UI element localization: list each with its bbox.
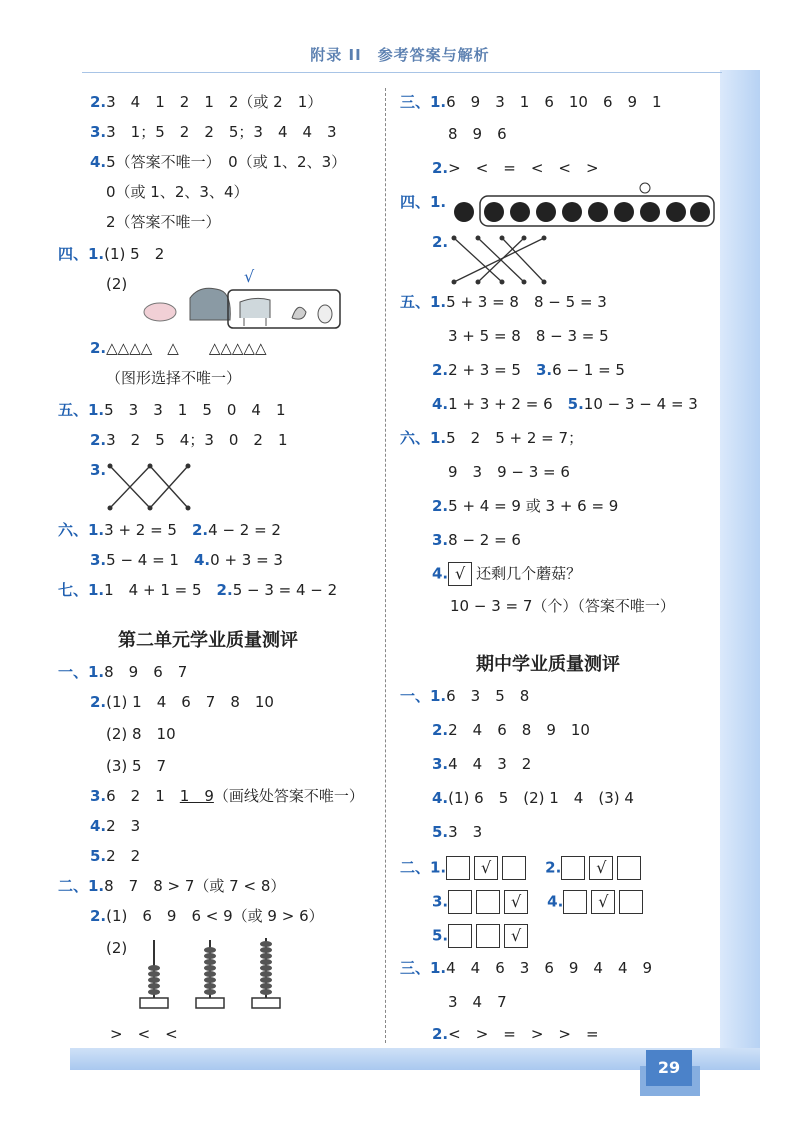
question-number: 2.	[432, 721, 449, 739]
answer-text: (3) 5 7	[106, 757, 167, 775]
check-box: √	[504, 890, 528, 914]
question-number: 3.	[536, 361, 553, 379]
answer-text: 还剩几个蘑菇？	[476, 564, 582, 583]
answer-text: 6 2 1	[106, 787, 165, 805]
answer-line	[432, 822, 482, 842]
answer-line	[90, 906, 324, 926]
empty-box	[561, 856, 585, 880]
question-number: 2.	[90, 693, 107, 711]
answer-text: 0 + 3 = 3	[210, 551, 283, 569]
question-number: 2.	[432, 159, 449, 177]
empty-box	[563, 890, 587, 914]
check-box: √	[504, 924, 528, 948]
page-header: 附录 II 参考答案与解析	[310, 46, 490, 64]
answer-note: （画线处答案不唯一）	[213, 787, 364, 805]
question-number: 2.	[432, 361, 449, 379]
answer-text: 5 3 3 1 5 0 4 1	[104, 401, 286, 419]
answer-text: 0（或 1、2、3、4）	[106, 183, 249, 201]
check-box: √	[474, 856, 498, 880]
answer-text: (1) 5 2	[104, 245, 165, 263]
answer-text: 6 9 3 1 6 10 6 9 1	[446, 93, 662, 111]
panda-icon	[562, 202, 582, 222]
unit2-title: 第二单元学业质量测评	[118, 630, 298, 651]
answer-text: (1) 6 9 6 < 9（或 9 > 6）	[106, 907, 324, 925]
answer-line	[58, 400, 286, 420]
answer-line	[58, 580, 337, 600]
answer-line	[58, 662, 187, 682]
question-number: 五、1.	[400, 293, 447, 311]
answer-text: 8 9 6	[448, 125, 507, 143]
answer-text: 3 + 5 = 8 8 − 3 = 5	[448, 327, 609, 345]
abacus-1	[140, 940, 168, 1008]
answer-line	[432, 360, 625, 380]
answer-line	[110, 1024, 178, 1044]
question-number: 四、1.	[400, 193, 447, 211]
answer-line	[106, 368, 241, 388]
answer-text: 3 + 2 = 5	[104, 521, 177, 539]
answer-text: 8 7 8 > 7（或 7 < 8）	[104, 877, 286, 895]
answer-line	[90, 152, 346, 172]
answer-text: 5 − 4 = 1	[106, 551, 179, 569]
answer-line	[400, 192, 446, 212]
answer-line	[400, 428, 583, 448]
empty-box	[476, 924, 500, 948]
question-number: 七、1.	[58, 581, 105, 599]
answer-line	[450, 596, 675, 616]
question-number: 五、1.	[58, 401, 105, 419]
answer-text: 3 2 5 4；3 0 2 1	[106, 431, 288, 449]
question-number: 二、1.	[58, 877, 105, 895]
question-number: 4.	[90, 153, 107, 171]
question-number: 4.	[194, 551, 211, 569]
answer-text: > < <	[110, 1025, 178, 1043]
answer-line	[58, 244, 164, 264]
answer-line	[106, 274, 127, 294]
answer-line	[400, 686, 529, 706]
question-number: 3.	[90, 787, 107, 805]
check-box: √	[591, 890, 615, 914]
answer-text: 5 + 3 = 8 8 − 5 = 3	[446, 293, 607, 311]
question-number: 3.	[90, 123, 107, 141]
answer-line	[432, 1024, 599, 1044]
abacus-2	[196, 940, 224, 1008]
answer-text: 5 + 4 = 9 或 3 + 6 = 9	[448, 497, 619, 515]
empty-box	[617, 856, 641, 880]
answer-text: > < = < < >	[448, 159, 599, 177]
elephant-icon	[190, 288, 230, 320]
answer-line	[432, 158, 599, 178]
rabbit-icon	[318, 305, 332, 323]
question-number: 5.	[432, 823, 449, 841]
question-number: 一、1.	[58, 663, 105, 681]
answer-line	[106, 182, 249, 202]
answer-text: （图形选择不唯一）	[106, 369, 242, 387]
answer-text: △△△△ △ △△△△△	[106, 339, 267, 357]
cow-icon	[240, 298, 270, 326]
circle-mark	[640, 183, 650, 193]
answer-line	[106, 212, 221, 232]
question-number: 4.	[432, 395, 449, 413]
panda-icon	[484, 202, 504, 222]
question-number: 5.	[90, 847, 107, 865]
page-number: 29	[646, 1050, 692, 1086]
empty-box	[619, 890, 643, 914]
question-number: 3.	[432, 531, 449, 549]
question-number: 2.	[545, 858, 562, 877]
answer-text: 1 + 3 + 2 = 6	[448, 395, 553, 413]
answer-line	[90, 430, 288, 450]
answer-text: (2) 8 10	[106, 725, 176, 743]
question-number: 2.	[216, 581, 233, 599]
answer-line	[432, 890, 647, 914]
answer-text: 4 4 6 3 6 9 4 4 9	[446, 959, 653, 977]
question-number: 2.	[432, 497, 449, 515]
answer-line	[448, 326, 609, 346]
header-rule	[82, 72, 722, 73]
answer-line	[90, 692, 274, 712]
question-number: 5.	[567, 395, 584, 413]
question-number: 4.	[432, 564, 449, 583]
panda-icon	[454, 202, 474, 222]
answer-text: 3 4 7	[448, 993, 507, 1011]
question-number: 4.	[90, 817, 107, 835]
answer-line	[58, 876, 285, 896]
question-number: 六、1.	[400, 429, 447, 447]
answer-text: 3 3	[448, 823, 483, 841]
check-mark: √	[244, 268, 255, 286]
answer-line	[90, 92, 322, 112]
answer-text: (2)	[106, 939, 128, 957]
answer-line	[432, 720, 590, 740]
question-number: 2.	[432, 1025, 449, 1043]
question-number: 3.	[432, 892, 449, 911]
panda-icon	[510, 202, 530, 222]
matching-lines-diagram	[104, 458, 194, 516]
question-number: 三、1.	[400, 959, 447, 977]
midterm-title: 期中学业质量测评	[476, 654, 620, 675]
answer-text: 2 + 3 = 5	[448, 361, 521, 379]
question-number: 3.	[90, 461, 107, 479]
answer-text: 6 3 5 8	[446, 687, 530, 705]
question-number: 5.	[432, 926, 449, 945]
empty-box	[448, 890, 472, 914]
empty-box	[476, 890, 500, 914]
question-number: 4.	[547, 892, 564, 911]
question-number: 2.	[90, 907, 107, 925]
answer-line	[106, 938, 127, 958]
answer-text: 6 − 1 = 5	[552, 361, 625, 379]
column-divider	[385, 88, 386, 1043]
answer-text: 2（答案不唯一）	[106, 213, 221, 231]
answer-text: 1 4 + 1 = 5	[104, 581, 202, 599]
answer-line	[90, 550, 283, 570]
matching-lines-diagram-2	[448, 232, 548, 288]
answer-line	[432, 788, 634, 808]
answer-text: (2)	[106, 275, 128, 293]
panda-icon	[690, 202, 710, 222]
animal-illustration	[140, 268, 345, 332]
abacus-illustration	[138, 936, 288, 1012]
question-number: 二、1.	[400, 858, 447, 877]
answer-line	[400, 292, 607, 312]
question-number: 2.	[90, 431, 107, 449]
squirrel-icon	[292, 307, 306, 319]
answer-line	[432, 562, 581, 586]
answer-text: 8 9 6 7	[104, 663, 188, 681]
answer-text: 5 2 5 + 2 = 7；	[446, 429, 584, 447]
answer-line	[106, 724, 176, 744]
empty-box	[448, 924, 472, 948]
answer-text: (1) 6 5 (2) 1 4 (3) 4	[448, 789, 634, 807]
question-number: 2.	[90, 93, 107, 111]
empty-box	[502, 856, 526, 880]
answer-line	[90, 338, 267, 358]
answer-line	[448, 992, 507, 1012]
answer-line	[400, 958, 652, 978]
answer-text: 2 3	[106, 817, 141, 835]
answer-line	[432, 394, 698, 414]
answer-line	[448, 462, 570, 482]
question-number: 2.	[90, 339, 107, 357]
panda-icon	[536, 202, 556, 222]
check-box: √	[589, 856, 613, 880]
underlined-answer: 1 9	[179, 787, 214, 805]
check-box: √	[448, 562, 472, 586]
answer-line	[90, 786, 364, 806]
answer-line	[106, 756, 166, 776]
question-number: 3.	[432, 755, 449, 773]
empty-box	[446, 856, 470, 880]
question-number: 三、1.	[400, 93, 447, 111]
panda-icon	[588, 202, 608, 222]
answer-text: 2 4 6 8 9 10	[448, 721, 590, 739]
panda-icon	[640, 202, 660, 222]
answer-text: 2 2	[106, 847, 141, 865]
answer-text: 5 − 3 = 4 − 2	[232, 581, 338, 599]
answer-line	[90, 816, 140, 836]
pig-icon	[144, 303, 176, 321]
panda-illustration	[448, 180, 718, 230]
answer-text: 10 − 3 − 4 = 3	[583, 395, 698, 413]
panda-icon	[666, 202, 686, 222]
question-number: 3.	[90, 551, 107, 569]
answer-line	[400, 856, 645, 880]
answer-text: (1) 1 4 6 7 8 10	[106, 693, 274, 711]
question-number: 2.	[432, 233, 449, 251]
answer-text: 3 1；5 2 2 5；3 4 4 3	[106, 123, 337, 141]
answer-line	[432, 530, 521, 550]
answer-text: 5（答案不唯一） 0（或 1、2、3）	[106, 153, 347, 171]
question-number: 一、1.	[400, 687, 447, 705]
page-edge-shadow	[720, 70, 760, 1070]
answer-line	[90, 846, 140, 866]
answer-line	[58, 520, 281, 540]
question-number: 六、1.	[58, 521, 105, 539]
answer-text: 4 − 2 = 2	[208, 521, 281, 539]
question-number: 2.	[192, 521, 209, 539]
answer-line	[400, 92, 662, 112]
answer-text: 4 4 3 2	[448, 755, 532, 773]
answer-text: < > = > > =	[448, 1025, 599, 1043]
question-number: 4.	[432, 789, 449, 807]
answer-text: 10 − 3 = 7（个）（答案不唯一）	[450, 597, 675, 615]
answer-text: 8 − 2 = 6	[448, 531, 521, 549]
answer-line	[432, 232, 448, 252]
question-number: 四、1.	[58, 245, 105, 263]
abacus-3	[252, 938, 280, 1008]
answer-text: 9 3 9 − 3 = 6	[448, 463, 570, 481]
answer-line	[432, 754, 531, 774]
answer-line	[448, 124, 507, 144]
answer-line	[432, 924, 532, 948]
panda-icon	[614, 202, 634, 222]
answer-line	[432, 496, 618, 516]
answer-line	[90, 122, 337, 142]
answer-text: 3 4 1 2 1 2（或 2 1）	[106, 93, 323, 111]
